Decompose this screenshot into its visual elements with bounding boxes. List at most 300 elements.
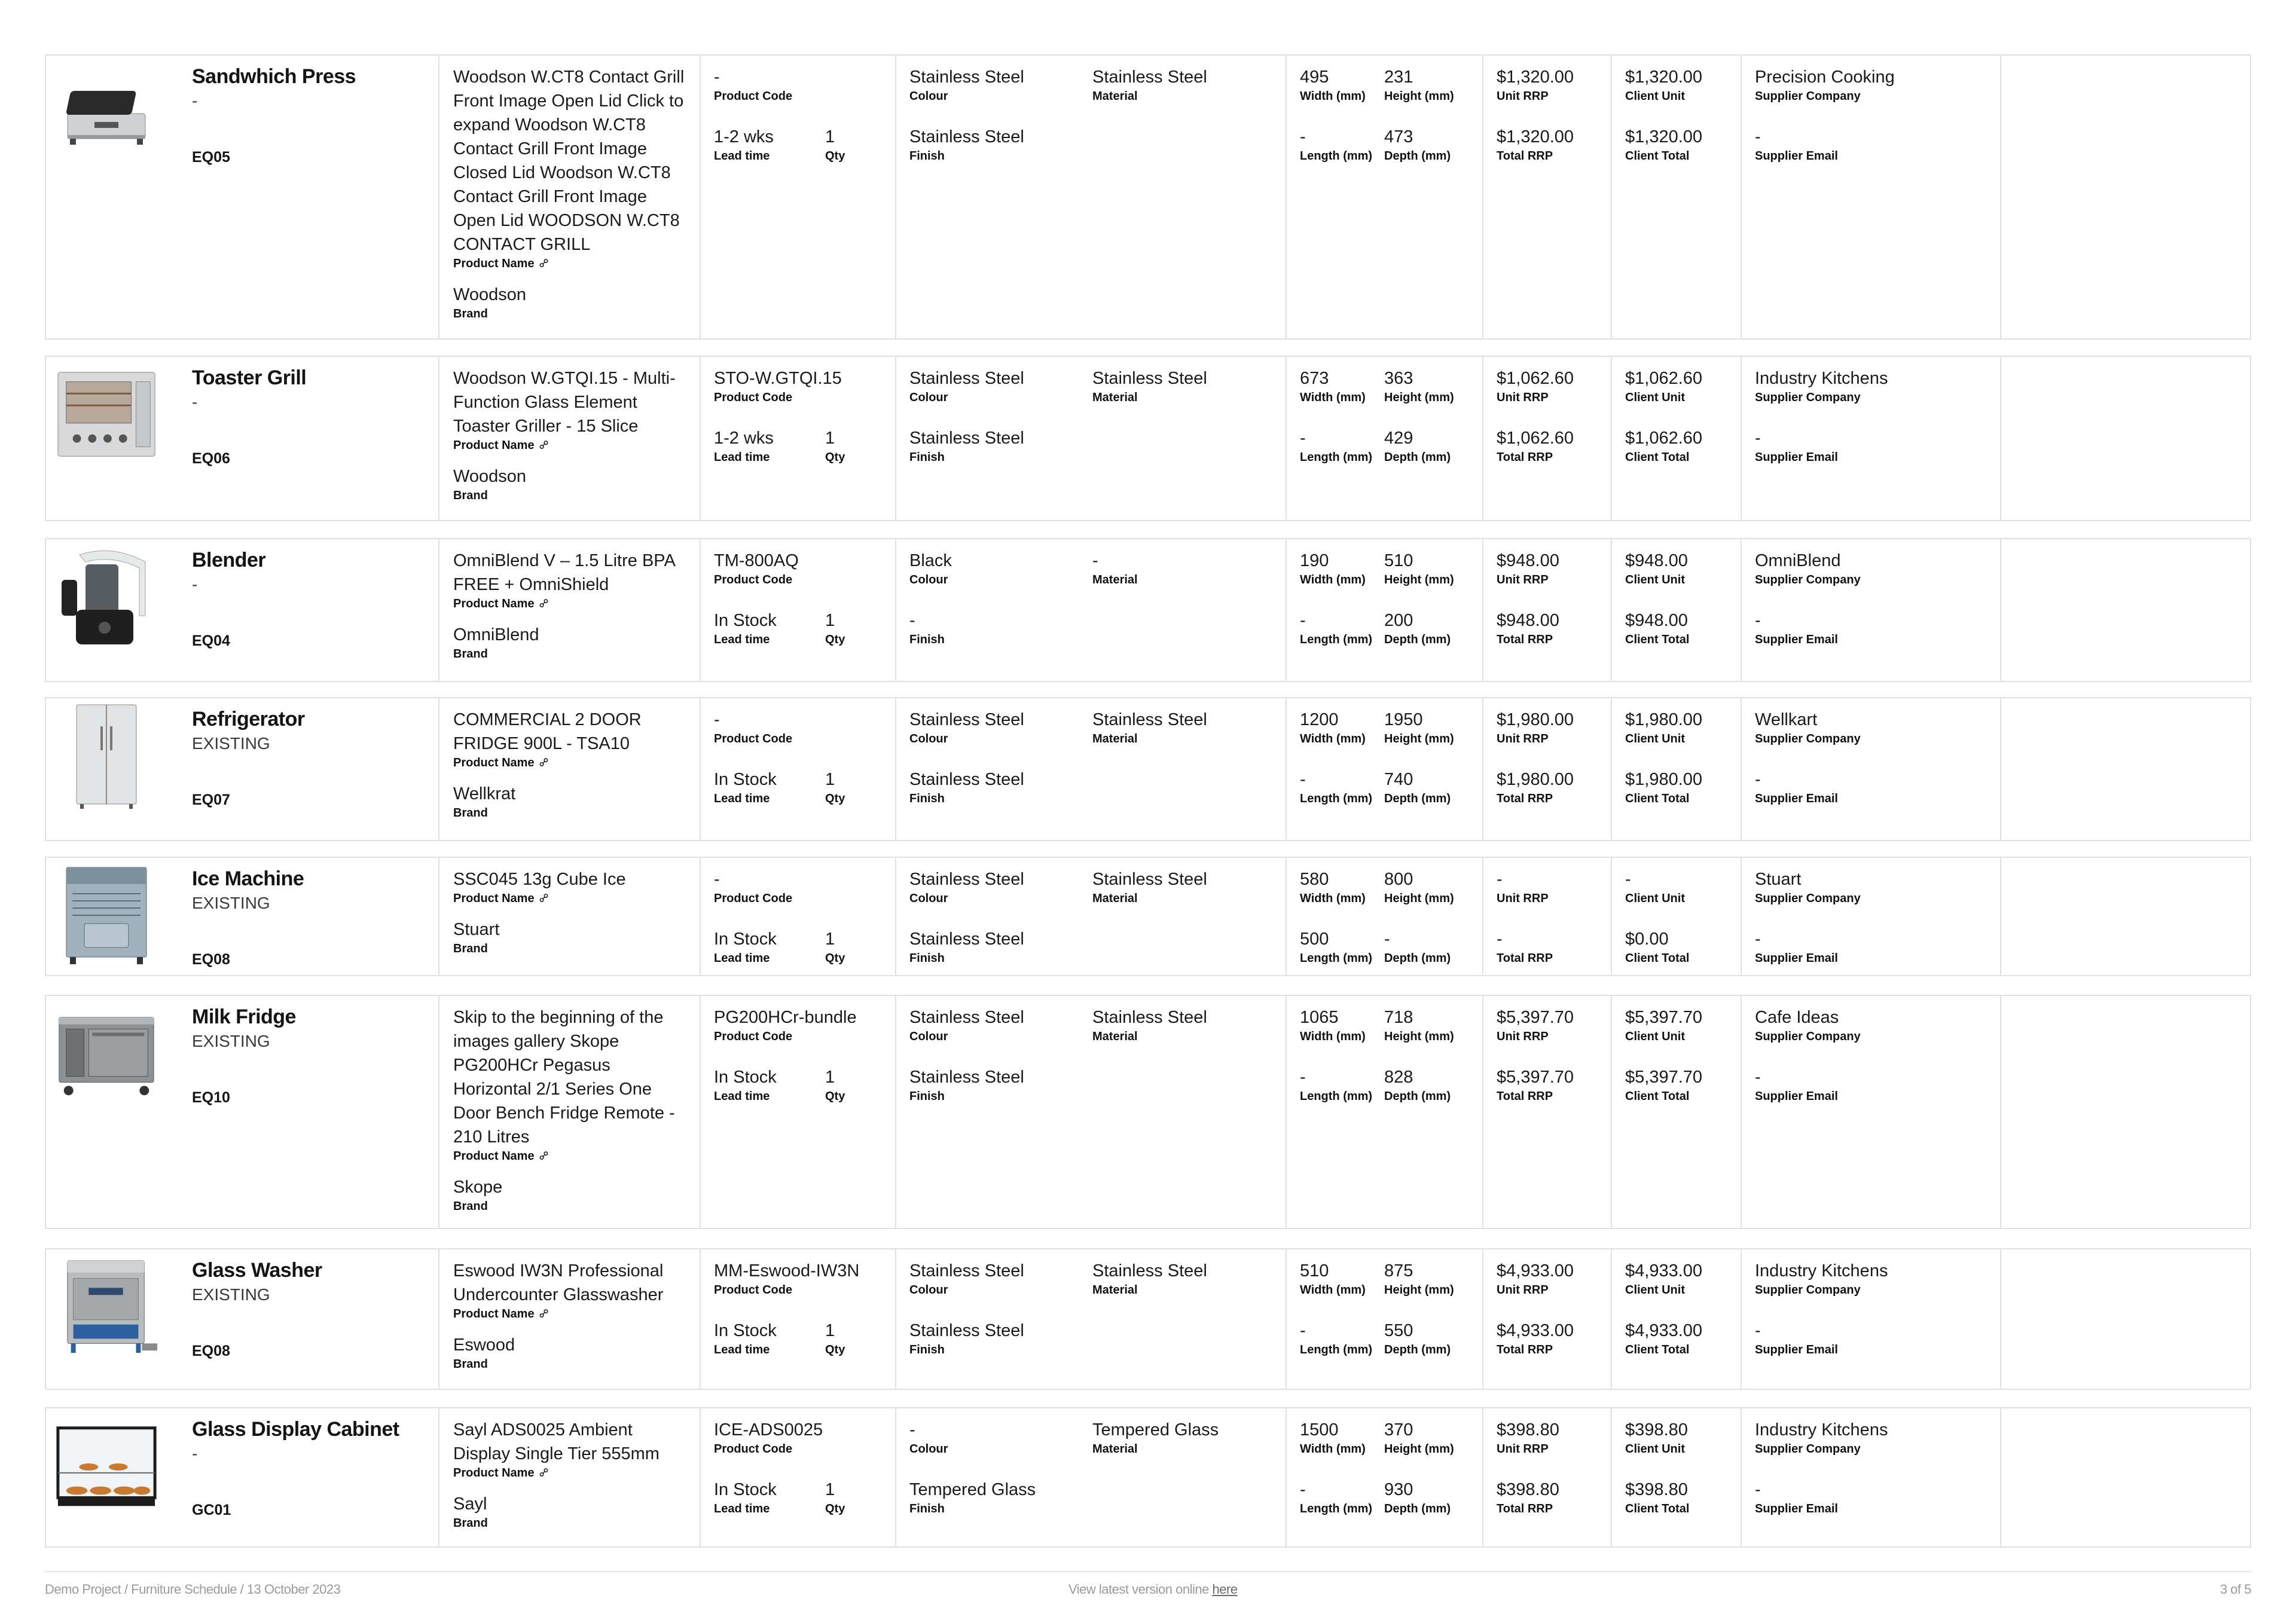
client-total (1625, 927, 1733, 965)
client-unit-label: Client Unit (1625, 732, 1685, 745)
column-divider (2000, 1408, 2001, 1546)
client-total-value: $948.00 (1625, 611, 1688, 630)
height-label: Height (mm) (1384, 1283, 1454, 1297)
unit-rrp-value: $5,397.70 (1497, 1008, 1574, 1027)
height-value: 231 (1384, 68, 1413, 87)
item-status: EXISTING (192, 1285, 270, 1304)
contact-grill-icon (53, 60, 160, 167)
height (1384, 549, 1474, 587)
product-name-group (453, 1418, 692, 1530)
depth-label: Depth (mm) (1384, 1090, 1451, 1103)
column-divider (700, 357, 701, 520)
material-label: Material (1092, 1283, 1138, 1297)
length-label: Length (mm) (1300, 952, 1373, 965)
product-name-value: Woodson W.GTQI.15 - Multi-Function Glass Element Toaster Griller - 15 Slice (453, 369, 676, 436)
colour-value: Stainless Steel (909, 1008, 1024, 1027)
finish (909, 1478, 1089, 1516)
width (1300, 1418, 1384, 1456)
supplier-company-value: Stuart (1755, 870, 1802, 889)
column-divider (1482, 858, 1483, 975)
column-divider (1611, 698, 1612, 840)
product-name-value: SSC045 13g Cube Ice (453, 870, 626, 889)
supplier-email-value: - (1755, 127, 1761, 146)
item-name: Toaster Grill (192, 366, 307, 389)
finish-label: Finish (909, 1502, 945, 1515)
column-divider (2000, 539, 2001, 681)
client-unit (1625, 366, 1733, 405)
length-label: Length (mm) (1300, 451, 1373, 464)
item-code: EQ05 (192, 149, 230, 166)
unit-rrp-value: - (1497, 870, 1503, 889)
colour-value: Stainless Steel (909, 68, 1024, 87)
supplier-email-value: - (1755, 770, 1761, 789)
material-value: Stainless Steel (1092, 1008, 1207, 1027)
height-label: Height (mm) (1384, 892, 1454, 905)
column-divider (2000, 1249, 2001, 1389)
column-divider (1482, 1249, 1483, 1389)
product-name-label: Product Name ⚯ (453, 255, 552, 272)
total-rrp-value: $398.80 (1497, 1480, 1559, 1499)
client-unit-label: Client Unit (1625, 573, 1685, 586)
brand-value: Woodson (453, 285, 526, 304)
supplier-company-label: Supplier Company (1755, 1442, 1861, 1456)
column-divider (1611, 56, 1612, 338)
total-rrp-value: $4,933.00 (1497, 1321, 1574, 1340)
supplier-email-label: Supplier Email (1755, 1343, 1838, 1356)
material (1092, 1259, 1272, 1297)
product-code-label: Product Code (714, 391, 793, 404)
column-divider (2000, 698, 2001, 840)
item-status: - (192, 575, 198, 594)
product-code-label: Product Code (714, 1442, 793, 1456)
supplier-email-label: Supplier Email (1755, 792, 1838, 805)
item-name: Glass Washer (192, 1259, 322, 1282)
length-value: - (1300, 611, 1306, 630)
lead-time (714, 426, 822, 464)
height (1384, 1259, 1474, 1297)
width (1300, 65, 1384, 103)
view-online-link[interactable]: here (1212, 1582, 1238, 1597)
width (1300, 867, 1384, 906)
quantity-label: Qty (825, 451, 845, 464)
unit-rrp-label: Unit RRP (1497, 892, 1549, 905)
column-divider (895, 539, 896, 681)
client-total (1625, 1478, 1733, 1516)
supplier-company-label: Supplier Company (1755, 1030, 1861, 1043)
quantity-value: 1 (825, 429, 835, 448)
material-label: Material (1092, 1442, 1138, 1456)
column-divider (1482, 56, 1483, 338)
width-label: Width (mm) (1300, 1442, 1366, 1456)
column-divider (895, 858, 896, 975)
quantity-label: Qty (825, 792, 845, 805)
supplier-email (1755, 609, 1994, 647)
colour (909, 867, 1089, 906)
column-divider (700, 56, 701, 338)
column-divider (438, 858, 439, 975)
lead-time-label: Lead time (714, 1502, 770, 1515)
finish (909, 927, 1089, 965)
column-divider (895, 1249, 896, 1389)
length-label: Length (mm) (1300, 792, 1373, 805)
length (1300, 1478, 1384, 1516)
column-divider (438, 357, 439, 520)
width (1300, 1259, 1384, 1297)
unit-rrp (1497, 708, 1604, 746)
column-divider (1741, 539, 1742, 681)
column-divider (700, 858, 701, 975)
product-name-label: Product Name ⚯ (453, 754, 552, 771)
link-icon[interactable]: ⚯ (536, 1148, 552, 1164)
height-value: 370 (1384, 1420, 1413, 1439)
width-value: 510 (1300, 1261, 1329, 1280)
length-value: - (1300, 1068, 1306, 1087)
width (1300, 1005, 1384, 1044)
supplier-company-value: Wellkart (1755, 710, 1818, 729)
unit-rrp-value: $1,062.60 (1497, 369, 1574, 388)
finish (909, 426, 1089, 464)
footer-project: Demo Project (45, 1582, 121, 1597)
client-total-label: Client Total (1625, 792, 1690, 805)
depth-label: Depth (mm) (1384, 1343, 1451, 1356)
quantity-value: 1 (825, 1068, 835, 1087)
column-divider (700, 1249, 701, 1389)
lead-time-value: In Stock (714, 930, 777, 949)
product-name-label: Product Name ⚯ (453, 890, 552, 907)
unit-rrp-value: $398.80 (1497, 1420, 1559, 1439)
width-label: Width (mm) (1300, 892, 1366, 905)
link-icon[interactable]: ⚯ (536, 595, 552, 612)
column-divider (895, 1408, 896, 1546)
client-unit-value: $398.80 (1625, 1420, 1688, 1439)
supplier-email (1755, 426, 1994, 464)
product-code (714, 366, 893, 405)
length-label: Length (mm) (1300, 149, 1373, 163)
width (1300, 366, 1384, 405)
finish-value: Stainless Steel (909, 127, 1024, 146)
length-label: Length (mm) (1300, 1343, 1373, 1356)
supplier-email (1755, 1478, 1994, 1516)
schedule-row[interactable] (45, 538, 2251, 682)
product-name-group (453, 1259, 692, 1371)
width (1300, 549, 1384, 587)
unit-rrp-label: Unit RRP (1497, 90, 1549, 103)
product-code-value: STO-W.GTQI.15 (714, 369, 842, 388)
depth (1384, 927, 1474, 965)
material-label: Material (1092, 892, 1138, 905)
item-code: EQ06 (192, 450, 230, 467)
lead-time-value: In Stock (714, 770, 777, 789)
brand-label: Brand (453, 489, 488, 502)
column-divider (1286, 357, 1287, 520)
client-total-value: $1,062.60 (1625, 429, 1703, 448)
supplier-email-value: - (1755, 429, 1761, 448)
brand-value: OmniBlend (453, 625, 539, 644)
colour (909, 1259, 1089, 1297)
product-name-value: OmniBlend V – 1.5 Litre BPA FREE + OmniShield (453, 551, 675, 594)
height (1384, 65, 1474, 103)
colour-label: Colour (909, 391, 948, 404)
product-code (714, 1005, 893, 1044)
quantity (825, 1478, 885, 1516)
brand-value: Sayl (453, 1494, 487, 1514)
height-value: 800 (1384, 870, 1413, 889)
column-divider (2000, 996, 2001, 1228)
client-total-label: Client Total (1625, 149, 1690, 163)
width-label: Width (mm) (1300, 1283, 1366, 1297)
depth-label: Depth (mm) (1384, 952, 1451, 965)
material-value: - (1092, 551, 1098, 570)
depth-label: Depth (mm) (1384, 792, 1451, 805)
client-unit (1625, 1418, 1733, 1456)
depth-label: Depth (mm) (1384, 1502, 1451, 1515)
column-divider (1286, 858, 1287, 975)
column-divider (438, 1249, 439, 1389)
length-value: 500 (1300, 930, 1329, 949)
lead-time-value: 1-2 wks (714, 429, 774, 448)
link-icon[interactable]: ⚯ (536, 1306, 552, 1322)
total-rrp-label: Total RRP (1497, 451, 1553, 464)
product-name-value: Skip to the beginning of the images gallery Skope PG200HCr Pegasus Horizontal 2/1 Series One Door Bench Fridge Remote - 210 Litres (453, 1008, 675, 1147)
length (1300, 927, 1384, 965)
column-divider (895, 698, 896, 840)
schedule-row[interactable] (45, 995, 2251, 1229)
client-unit-label: Client Unit (1625, 1442, 1685, 1456)
supplier-company (1755, 1259, 1994, 1297)
total-rrp (1497, 1065, 1604, 1104)
client-unit (1625, 708, 1733, 746)
quantity-label: Qty (825, 952, 845, 965)
item-name: Sandwhich Press (192, 65, 356, 88)
unit-rrp-label: Unit RRP (1497, 573, 1549, 586)
column-divider (1482, 996, 1483, 1228)
item-code: GC01 (192, 1502, 231, 1518)
quantity-label: Qty (825, 1090, 845, 1103)
client-unit-value: $948.00 (1625, 551, 1688, 570)
material (1092, 549, 1272, 587)
width-label: Width (mm) (1300, 573, 1366, 586)
item-name: Blender (192, 549, 266, 571)
client-unit (1625, 1005, 1733, 1044)
depth-label: Depth (mm) (1384, 451, 1451, 464)
finish (909, 609, 1089, 647)
length-value: - (1300, 1321, 1306, 1340)
link-icon[interactable]: ⚯ (536, 437, 552, 454)
column-divider (1286, 698, 1287, 840)
total-rrp (1497, 125, 1604, 163)
schedule-row[interactable] (45, 356, 2251, 521)
unit-rrp (1497, 65, 1604, 103)
column-divider (1482, 357, 1483, 520)
quantity (825, 426, 885, 464)
colour-label: Colour (909, 1030, 948, 1043)
product-code (714, 1418, 893, 1456)
finish (909, 1319, 1089, 1357)
client-unit-value: $5,397.70 (1625, 1008, 1703, 1027)
link-icon[interactable]: ⚯ (536, 754, 552, 771)
unit-rrp-label: Unit RRP (1497, 1283, 1549, 1297)
supplier-email-label: Supplier Email (1755, 952, 1838, 965)
quantity-value: 1 (825, 127, 835, 146)
column-divider (438, 1408, 439, 1546)
supplier-email (1755, 768, 1994, 806)
lead-time (714, 125, 822, 163)
colour-label: Colour (909, 1442, 948, 1456)
product-code-label: Product Code (714, 892, 793, 905)
height-value: 510 (1384, 551, 1413, 570)
supplier-company-label: Supplier Company (1755, 573, 1861, 586)
column-divider (1741, 357, 1742, 520)
quantity (825, 1319, 885, 1357)
product-name-group (453, 549, 692, 661)
total-rrp-value: $948.00 (1497, 611, 1559, 630)
supplier-company-value: Industry Kitchens (1755, 1261, 1888, 1280)
finish (909, 768, 1089, 806)
client-unit-value: $1,980.00 (1625, 710, 1703, 729)
length (1300, 1319, 1384, 1357)
unit-rrp-value: $1,980.00 (1497, 710, 1574, 729)
depth-value: 828 (1384, 1068, 1413, 1087)
schedule-row[interactable] (45, 857, 2251, 976)
brand-label: Brand (453, 1358, 488, 1371)
lead-time-label: Lead time (714, 451, 770, 464)
finish-label: Finish (909, 1343, 945, 1356)
unit-rrp-label: Unit RRP (1497, 391, 1549, 404)
product-name-label: Product Name ⚯ (453, 437, 552, 454)
product-code-value: MM-Eswood-IW3N (714, 1261, 860, 1280)
page-footer (45, 1571, 2251, 1597)
length (1300, 609, 1384, 647)
depth (1384, 1065, 1474, 1104)
material-label: Material (1092, 1030, 1138, 1043)
client-total-value: $0.00 (1625, 930, 1669, 949)
length (1300, 1065, 1384, 1104)
unit-rrp (1497, 1418, 1604, 1456)
lead-time-value: In Stock (714, 1068, 777, 1087)
client-unit (1625, 549, 1733, 587)
depth-value: - (1384, 930, 1390, 949)
total-rrp (1497, 1319, 1604, 1357)
finish-value: Stainless Steel (909, 429, 1024, 448)
quantity-value: 1 (825, 770, 835, 789)
height-label: Height (mm) (1384, 573, 1454, 586)
quantity (825, 1065, 885, 1104)
column-divider (1741, 56, 1742, 338)
depth (1384, 768, 1474, 806)
colour-label: Colour (909, 1283, 948, 1297)
item-status: EXISTING (192, 894, 270, 912)
unit-rrp-label: Unit RRP (1497, 732, 1549, 745)
supplier-email-label: Supplier Email (1755, 1502, 1838, 1515)
column-divider (895, 56, 896, 338)
column-divider (1482, 1408, 1483, 1546)
total-rrp-value: $1,062.60 (1497, 429, 1574, 448)
supplier-email-label: Supplier Email (1755, 149, 1838, 163)
schedule-row[interactable] (45, 1248, 2251, 1390)
material-label: Material (1092, 732, 1138, 745)
column-divider (1611, 996, 1612, 1228)
product-code-value: PG200HCr-bundle (714, 1008, 857, 1027)
client-total (1625, 125, 1733, 163)
column-divider (1611, 1249, 1612, 1389)
link-icon[interactable]: ⚯ (536, 890, 552, 907)
lead-time-label: Lead time (714, 792, 770, 805)
height-value: 1950 (1384, 710, 1423, 729)
column-divider (700, 996, 701, 1228)
column-divider (1286, 1249, 1287, 1389)
column-divider (2000, 858, 2001, 975)
finish-value: Stainless Steel (909, 930, 1024, 949)
depth (1384, 1319, 1474, 1357)
length-label: Length (mm) (1300, 633, 1373, 646)
page-number: 3 of 5 (2219, 1582, 2251, 1597)
total-rrp (1497, 609, 1604, 647)
material-label: Material (1092, 391, 1138, 404)
client-unit-label: Client Unit (1625, 391, 1685, 404)
footer-breadcrumb: Demo Project / Furniture Schedule / 13 October 2023 (45, 1582, 341, 1597)
link-icon[interactable]: ⚯ (536, 1465, 552, 1481)
column-divider (700, 539, 701, 681)
client-unit (1625, 867, 1733, 906)
schedule-row[interactable] (45, 1407, 2251, 1548)
supplier-company (1755, 65, 1994, 103)
ice-machine-icon (53, 863, 160, 969)
total-rrp (1497, 426, 1604, 464)
material-value: Stainless Steel (1092, 710, 1207, 729)
product-code-value: - (714, 710, 720, 729)
depth-value: 200 (1384, 611, 1413, 630)
colour (909, 366, 1089, 405)
finish-label: Finish (909, 1090, 945, 1103)
blender-icon (53, 544, 160, 650)
lead-time-value: In Stock (714, 1321, 777, 1340)
material (1092, 366, 1272, 405)
supplier-company-value: Cafe Ideas (1755, 1008, 1839, 1027)
supplier-company-label: Supplier Company (1755, 1283, 1861, 1297)
material-value: Stainless Steel (1092, 1261, 1207, 1280)
material (1092, 1418, 1272, 1456)
item-code: EQ07 (192, 791, 230, 808)
client-total-label: Client Total (1625, 1502, 1690, 1515)
client-total-value: $5,397.70 (1625, 1068, 1703, 1087)
lead-time-value: 1-2 wks (714, 127, 774, 146)
column-divider (1741, 858, 1742, 975)
client-total-label: Client Total (1625, 1090, 1690, 1103)
schedule-row[interactable] (45, 54, 2251, 340)
client-total (1625, 609, 1733, 647)
colour (909, 708, 1089, 746)
supplier-company-value: Precision Cooking (1755, 68, 1895, 87)
length (1300, 768, 1384, 806)
column-divider (1482, 698, 1483, 840)
width (1300, 708, 1384, 746)
supplier-company (1755, 867, 1994, 906)
finish-label: Finish (909, 633, 945, 646)
client-unit-label: Client Unit (1625, 1030, 1685, 1043)
lead-time-label: Lead time (714, 1343, 770, 1356)
finish-value: Stainless Steel (909, 1068, 1024, 1087)
unit-rrp (1497, 549, 1604, 587)
product-code-label: Product Code (714, 90, 793, 103)
total-rrp-label: Total RRP (1497, 952, 1553, 965)
link-icon[interactable]: ⚯ (536, 255, 552, 272)
item-name: Ice Machine (192, 867, 304, 890)
refrigerator-icon (53, 703, 160, 809)
column-divider (700, 698, 701, 840)
column-divider (1482, 539, 1483, 681)
schedule-row[interactable] (45, 697, 2251, 841)
client-unit-value: $1,062.60 (1625, 369, 1703, 388)
